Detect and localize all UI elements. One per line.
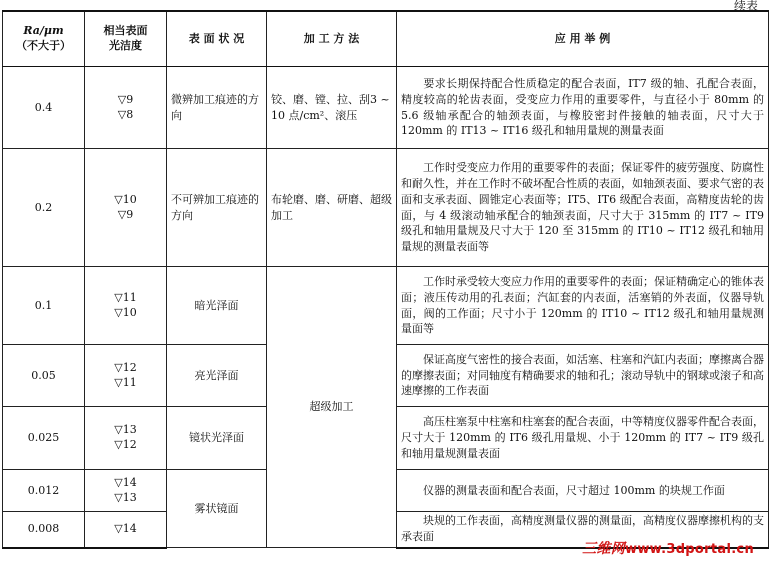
header-grade	[85, 11, 167, 67]
grade-symbol: ▽11	[114, 375, 137, 389]
grade-cell	[85, 512, 167, 548]
surface-condition: 暗光泽面	[167, 267, 267, 345]
grade-symbol: ▽10	[114, 192, 137, 206]
application-example-text: 高压柱塞泵中柱塞和柱塞套的配合表面，中等精度仪器零件配合表面，尺寸大于 120mm 的 IT6 级孔用量规、小于 120mm 的 IT7 ~ IT9 级孔和轴用量规测量表面	[401, 415, 764, 460]
process-method-superfinish: 超级加工	[267, 267, 397, 548]
table-row	[3, 67, 769, 149]
application-example-text: 保证高度气密性的接合表面，如活塞、柱塞和汽缸内表面；摩擦离合器的摩擦表面；对同轴度有精确要求的轴和孔；滚动导轨中的钢球或滚子和高速摩擦的工作表面	[401, 352, 764, 398]
grade-symbol: ▽11	[114, 290, 137, 304]
ra-value: 0.4	[3, 67, 85, 149]
grade-symbol: ▽13	[114, 423, 137, 437]
table-row	[3, 149, 769, 267]
watermark-url: www.3dportal.cn	[625, 542, 754, 557]
process-method: 铰、磨、镗、拉、刮3 ~ 10 点/cm²、滚压	[267, 67, 397, 149]
header-examples: 应 用 举 例	[397, 11, 769, 67]
ra-value: 0.008	[3, 512, 85, 548]
header-method: 加 工 方 法	[267, 11, 397, 67]
grade-symbol: ▽14	[114, 475, 137, 489]
header-ra-line1: Ra/μm	[23, 24, 64, 38]
grade-symbol: ▽12	[114, 438, 137, 451]
application-example	[397, 267, 769, 345]
surface-condition: 微辨加工痕迹的方向	[167, 67, 267, 149]
grade-cell	[85, 407, 167, 470]
header-grade-line1: 相当表面	[103, 24, 148, 38]
grade-symbol: ▽9	[117, 92, 134, 106]
grade-symbol: ▽8	[117, 107, 134, 121]
ra-value: 0.012	[3, 470, 85, 512]
grade-cell	[85, 67, 167, 149]
process-method: 布轮磨、磨、研磨、超级加工	[267, 149, 397, 267]
surface-condition: 镜状光泽面	[167, 407, 267, 470]
grade-cell	[85, 267, 167, 345]
application-example-text: 块规的工作表面，高精度测量仪器的测量面，高精度仪器摩擦机构的支承表面	[401, 514, 764, 544]
application-example-text: 要求长期保持配合性质稳定的配合表面，IT7 级的轴、孔配合表面，精度较高的轮齿表面，受变应力作用的重要零件，与直径小于 80mm 的 5.6 级轴承配合的轴颈表面，与橡胶密封件接触的轴表面，尺寸大于 120mm 的 IT13 ~ IT16 级孔和轴用量规的测量表面	[401, 76, 764, 138]
header-ra-line2: （不大于）	[16, 39, 71, 52]
ra-value: 0.025	[3, 407, 85, 470]
watermark-site-name: 三维网	[582, 541, 626, 557]
ra-value: 0.1	[3, 267, 85, 345]
application-example	[397, 407, 769, 470]
grade-cell	[85, 149, 167, 267]
grade-cell	[85, 345, 167, 407]
table-row	[3, 267, 769, 345]
header-condition: 表 面 状 况	[167, 11, 267, 67]
application-example-text: 工作时受变应力作用的重要零件的表面；保证零件的疲劳强度、防腐性和耐久性，并在工作时不破坏配合性质的表面，如轴颈表面、要求气密的表面和支承表面、圆锥定心表面等；IT5、IT6 级配合表面，高精度齿轮的齿面，与 4 级滚动轴承配合的轴颈表面，尺寸大于 315mm 的 IT7 ~ IT9 级孔和轴用量规及尺寸大于 120 至 315mm 的 IT10 ~ IT12 级孔和轴用量规的测量表面等	[401, 160, 764, 254]
application-example	[397, 149, 769, 267]
grade-symbol: ▽9	[117, 207, 134, 221]
grade-symbol: ▽10	[114, 305, 137, 319]
surface-condition: 亮光泽面	[167, 345, 267, 407]
table-header-row	[3, 11, 769, 67]
application-example	[397, 345, 769, 407]
application-example-text: 工作时承受较大变应力作用的重要零件的表面；保证精确定心的锥体表面；液压传动用的孔表面；汽缸套的内表面，活塞销的外表面，仪器导轨面，阀的工作面；尺寸小于 120mm 的 IT10 ~ IT12 级孔和轴用量规测量面等	[401, 274, 764, 336]
ra-value: 0.05	[3, 345, 85, 407]
surface-roughness-table	[2, 10, 769, 549]
continued-label: 续表	[733, 0, 758, 13]
surface-condition-mist-mirror: 雾状镜面	[167, 470, 267, 548]
application-example	[397, 67, 769, 149]
ra-value: 0.2	[3, 149, 85, 267]
grade-symbol: ▽13	[114, 490, 137, 504]
header-grade-line2: 光洁度	[109, 39, 142, 52]
application-example	[397, 470, 769, 512]
surface-condition: 不可辨加工痕迹的方向	[167, 149, 267, 267]
application-example-text: 仪器的测量表面和配合表面，尺寸超过 100mm 的块规工作面	[423, 483, 725, 497]
watermark	[582, 538, 754, 558]
grade-cell	[85, 470, 167, 512]
grade-symbol: ▽12	[114, 360, 137, 374]
header-ra	[3, 11, 85, 67]
grade-symbol: ▽14	[114, 521, 137, 535]
